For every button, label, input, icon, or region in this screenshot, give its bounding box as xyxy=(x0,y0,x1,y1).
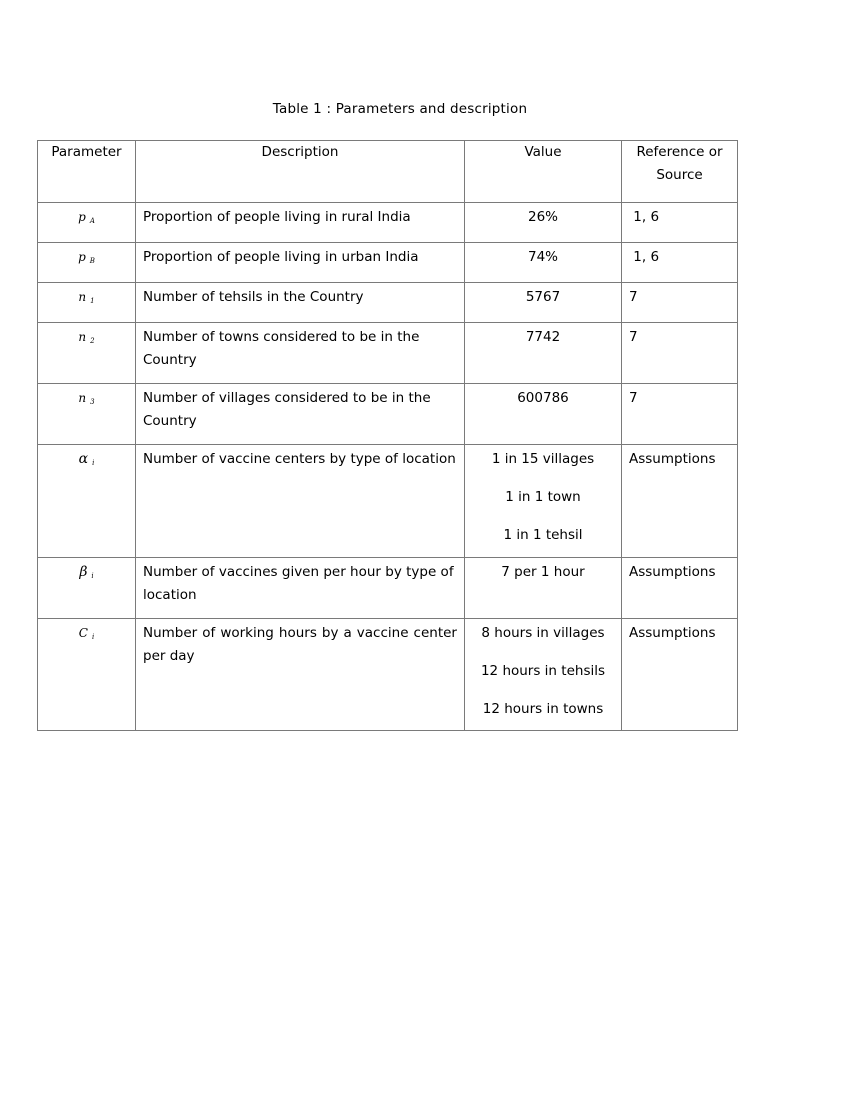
parameter-symbol: n $_1$ xyxy=(38,283,136,323)
parameter-value: 8 hours in villages 12 hours in tehsils 12 hours in towns xyxy=(465,619,622,731)
parameter-symbol: C $_i$ xyxy=(38,619,136,731)
table-row xyxy=(38,243,738,283)
parameter-value: 7742 xyxy=(465,323,622,384)
table-row xyxy=(38,619,738,731)
table-row xyxy=(38,445,738,558)
parameter-reference: 7 xyxy=(622,283,738,323)
parameters-table xyxy=(37,140,738,731)
parameter-reference: 1, 6 xyxy=(622,203,738,243)
parameter-symbol: p $_A$ xyxy=(38,203,136,243)
parameter-symbol: n $_3$ xyxy=(38,384,136,445)
parameter-reference: 7 xyxy=(622,323,738,384)
parameter-value: 74% xyxy=(465,243,622,283)
table-row xyxy=(38,203,738,243)
table-row xyxy=(38,283,738,323)
header-description: Description xyxy=(136,141,465,203)
parameter-symbol: n $_2$ xyxy=(38,323,136,384)
header-value: Value xyxy=(465,141,622,203)
parameter-reference: 7 xyxy=(622,384,738,445)
header-reference-line1: Reference or xyxy=(636,144,723,160)
parameter-symbol: p $_B$ xyxy=(38,243,136,283)
parameter-reference: Assumptions xyxy=(622,619,738,731)
parameter-value: 600786 xyxy=(465,384,622,445)
table-header-row xyxy=(38,141,738,203)
parameter-value: 26% xyxy=(465,203,622,243)
parameter-description: Number of vaccine centers by type of location xyxy=(136,445,465,558)
parameter-description: Number of working hours by a vaccine center per day xyxy=(136,619,465,731)
parameter-description: Number of villages considered to be in the Country xyxy=(136,384,465,445)
parameter-description: Proportion of people living in urban India xyxy=(136,243,465,283)
header-parameter: Parameter xyxy=(38,141,136,203)
parameter-description: Proportion of people living in rural India xyxy=(136,203,465,243)
parameter-reference: Assumptions xyxy=(622,558,738,619)
parameter-value: 5767 xyxy=(465,283,622,323)
parameter-symbol: α $_i$ xyxy=(38,445,136,558)
table-caption: Table 1 : Parameters and description xyxy=(272,101,528,117)
table-row xyxy=(38,558,738,619)
parameter-reference: Assumptions xyxy=(622,445,738,558)
table-row xyxy=(38,323,738,384)
header-reference-line2: Source xyxy=(656,167,703,183)
parameter-symbol: β $_i$ xyxy=(38,558,136,619)
parameter-description: Number of vaccines given per hour by type of location xyxy=(136,558,465,619)
parameter-description: Number of towns considered to be in the Country xyxy=(136,323,465,384)
header-reference xyxy=(622,141,738,203)
parameter-value: 1 in 15 villages 1 in 1 town 1 in 1 tehsil xyxy=(465,445,622,558)
table-row xyxy=(38,384,738,445)
parameter-value: 7 per 1 hour xyxy=(465,558,622,619)
parameter-description: Number of tehsils in the Country xyxy=(136,283,465,323)
parameter-reference: 1, 6 xyxy=(622,243,738,283)
